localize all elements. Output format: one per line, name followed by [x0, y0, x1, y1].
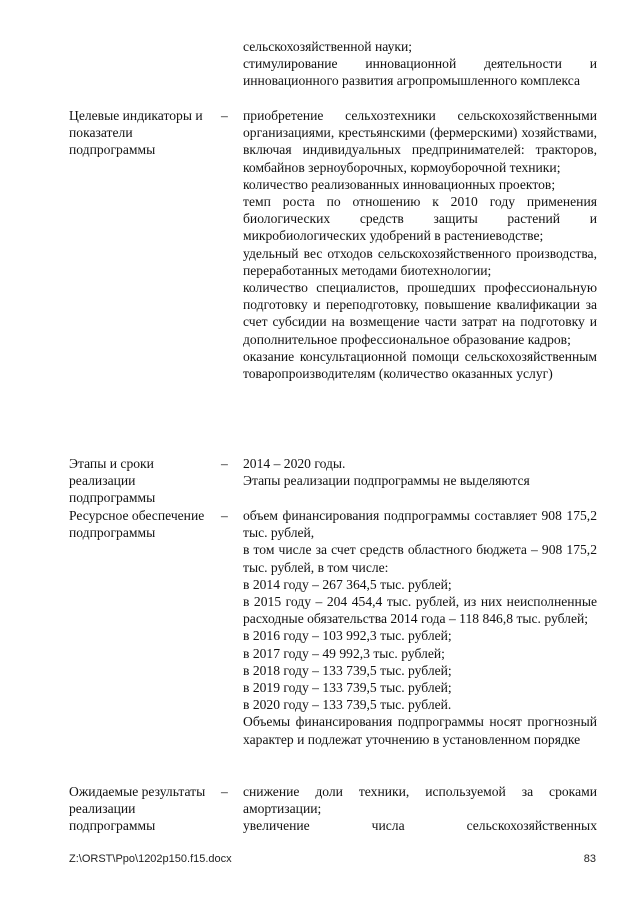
row-dash: – — [221, 456, 228, 471]
list-item: удельный вес отходов сельскохозяйственного производства, переработанных методами биотехнологии; — [243, 245, 597, 278]
list-item: Этапы реализации подпрограммы не выделяются — [243, 473, 530, 489]
list-item: Объемы финансирования подпрограммы носят прогнозный характер и подлежат уточнению в установленном порядке — [243, 714, 597, 747]
list-item: темп роста по отношению к 2010 году применения биологических средств защиты растений и микробиологических удобрений в растениеводстве; — [243, 194, 597, 244]
continuation-paragraph: стимулирование инновационной деятельности и инновационного развития агропромышленного комплекса — [243, 56, 597, 89]
row-label: Целевые индикаторы и показатели подпрограммы — [69, 108, 203, 158]
list-item: в 2017 году – 49 992,3 тыс. рублей; — [243, 645, 445, 661]
list-item: оказание консультационной помощи сельскохозяйственным товаропроизводителям (количество оказанных услуг) — [243, 348, 597, 382]
list-item: в 2018 году – 133 739,5 тыс. рублей; — [243, 662, 452, 678]
list-item: в 2019 году – 133 739,5 тыс. рублей; — [243, 680, 452, 696]
list-item: приобретение сельхозтехники сельскохозяйственными организациями, крестьянскими (фермерскими) хозяйствами, включая индивидуальных предпринимателей: тракторов, комбайнов зерноуборочных, кормоуборочной техники; — [243, 108, 597, 175]
list-item: в 2016 году – 103 992,3 тыс. рублей; — [243, 628, 452, 644]
continuation-line: сельскохозяйственной науки; — [243, 39, 413, 54]
row-content — [243, 455, 597, 489]
page-number: 83 — [583, 853, 596, 865]
list-item: снижение доли техники, используемой за сроками амортизации; — [243, 784, 597, 817]
list-item: в 2015 году – 204 454,4 тыс. рублей, из них неисполненные расходные обязательства 2014 года – 118 846,8 тыс. рублей; — [243, 594, 597, 627]
row-dash: – — [221, 108, 228, 123]
row-label: Ожидаемые результаты реализации подпрограммы — [69, 784, 206, 834]
row-content — [243, 107, 597, 382]
row-label: Ресурсное обеспечение подпрограммы — [69, 508, 205, 541]
list-item: в том числе за счет средств областного бюджета – 908 175,2 тыс. рублей, в том числе: — [243, 542, 597, 575]
row-content — [243, 507, 597, 748]
top-continuation — [243, 38, 597, 90]
row-label: Этапы и сроки реализации подпрограммы — [69, 456, 156, 506]
list-item: объем финансирования подпрограммы составляет 908 175,2 тыс. рублей, — [243, 508, 597, 541]
row-dash: – — [221, 784, 228, 799]
footer-file-path: Z:\ORST\Ppo\1202p150.f15.docx — [69, 853, 232, 865]
list-item: 2014 – 2020 годы. — [243, 456, 346, 471]
row-content — [243, 783, 597, 835]
row-dash: – — [221, 508, 228, 523]
list-item: увеличение числа сельскохозяйственных — [243, 818, 597, 834]
list-item: количество специалистов, прошедших профессиональную подготовку и переподготовку, повышение квалификации за счет субсидии на возмещение части затрат на подготовку и дополнительное профессиональное образование кадров; — [243, 280, 597, 347]
list-item: количество реализованных инновационных проектов; — [243, 176, 556, 192]
list-item: в 2014 году – 267 364,5 тыс. рублей; — [243, 576, 452, 592]
list-item: в 2020 году – 133 739,5 тыс. рублей. — [243, 697, 452, 713]
